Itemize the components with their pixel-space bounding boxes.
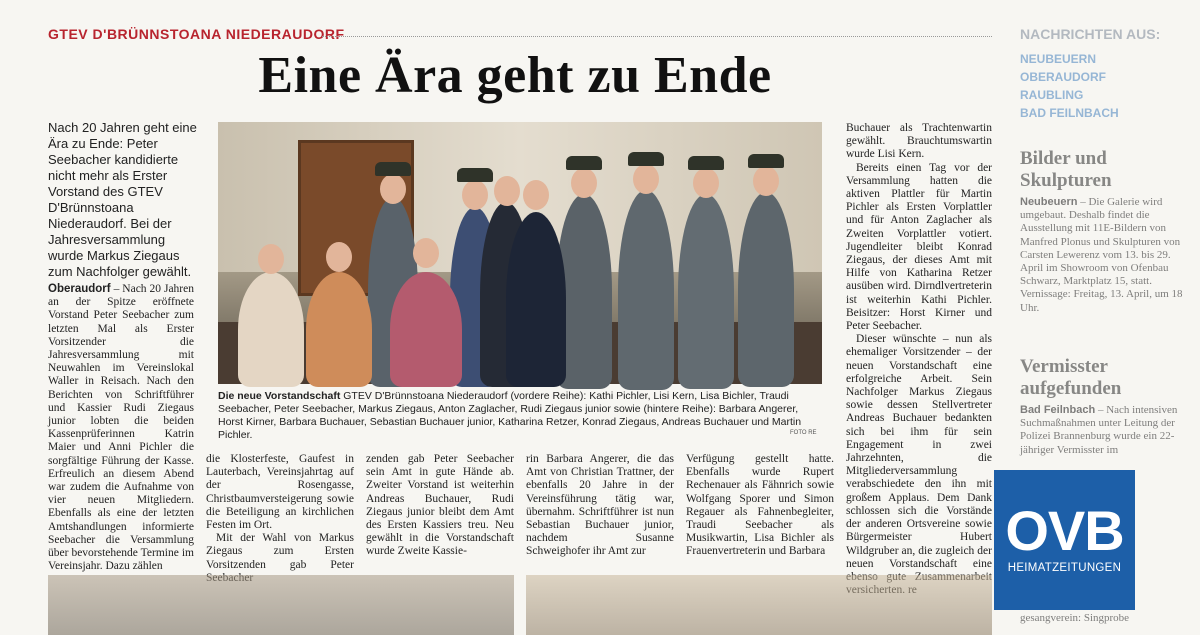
article-column-3: zenden gab Peter Seebacher sein Amt in gute Hände ab. Zweiter Vorstand ist weiterhin Andreas Buchauer, Rudi Ziegaus junior bleibt dem Amt des Ersten Kassiers treu. Neu gewählt in die Vorstandschaft wurde Zweite Kassie-	[366, 453, 514, 558]
sidebar-text-3: gesangverein: Singprobe	[1020, 612, 1130, 624]
photo-figure	[306, 272, 372, 387]
photo-caption	[218, 390, 822, 442]
photo-face	[693, 168, 719, 198]
photo-face	[523, 180, 549, 210]
sidebar-link-oberaudorf[interactable]: OBERAUDORF	[1020, 70, 1106, 84]
photo-credit: FOTO RE	[790, 430, 817, 436]
sidebar-text-1	[1020, 196, 1195, 315]
logo-subtitle: HEIMATZEITUNGEN	[1007, 562, 1122, 574]
caption-label: Die neue Vorstandschaft	[218, 390, 341, 402]
photo-face	[571, 168, 597, 198]
column-text: Buchauer als Trachtenwartin gewählt. Brauchtumswartin wurde Lisi Kern.	[846, 122, 992, 161]
photo-face	[462, 180, 488, 210]
sidebar-headline-1: Bilder und Skulpturen	[1020, 148, 1112, 191]
photo-face	[326, 242, 352, 272]
photo-figure	[390, 272, 462, 387]
next-article-photo-right	[526, 575, 992, 635]
sidebar-headline-2: Vermisster aufgefunden	[1020, 356, 1122, 399]
photo-face	[413, 238, 439, 268]
article-column-5: Verfügung gestellt hatte. Ebenfalls wurde Rupert Rechenauer als Fähnrich sowie Wolfgang Sporer und Simon Regauer als Fahnenbegleiter, Traudi Seebacher als Musikwartin, Lisa Bichler als Frauenvertreterin und Barbara	[686, 453, 834, 558]
column-text: Dieser wünschte – nun als ehemaliger Vorsitzender – der neuen Vorstandschaft eine erfolgreiche Arbeit. Sein Nachfolger Markus Ziegaus sowie dessen Stellvertreter Andreas Buchauer bedankten sich bei ihm für sein Engagement in zwei Jahrzehnten, die Mitgliederversammlung verabschiedete den ihn mit großem Applaus. Dem Dank schlossen sich die Vorstände der anderen Ortsvereine sowie Bürgermeister Hubert Wildgruber an, die zugleich der neuen Vorstandschaft eine	[846, 333, 992, 570]
ovb-logo[interactable]	[994, 470, 1135, 610]
sidebar-place-2: Bad Feilnbach	[1020, 404, 1096, 416]
sidebar-text-2	[1020, 404, 1195, 466]
sidebar-title: NACHRICHTEN AUS:	[1020, 26, 1161, 42]
photo-face	[380, 174, 406, 204]
photo-figure	[618, 190, 674, 390]
photo-figure	[238, 272, 304, 387]
photo-face	[633, 164, 659, 194]
article-column-4: rin Barbara Angerer, die das Amt von Christian Trattner, der ebenfalls 20 Jahre in der Vereinsführung tätig war, übernahm. Schriftführer ist nun Sebastian Buchauer junior, nachdem Susanne Schweighofer ihr Amt zur	[526, 453, 674, 558]
article-column-1	[48, 283, 194, 573]
sidebar-body-1: – Die Galerie wird umgebaut. Deshalb findet die Ausstellung mit 11E-Bildern von Manfred Plonus und Skulpturen von Carsten Lewerenz vom 13. bis 29. April im Showroom von Ofenbau Schwarz, Marktplatz 15, statt. Vernissage: Freitag, 13. April, um 18 Uhr.	[1020, 196, 1183, 314]
photo-hat	[748, 154, 784, 168]
next-article-photo-left	[48, 575, 514, 635]
photo-hat	[375, 162, 411, 176]
column-text: Bereits einen Tag vor der Versammlung hatten die aktiven Plattler für Martin Pichler als Ersten Vorplattler und für Anton Zaglacher als Zweiten Vorplattler votiert. Jugendleiter bleibt Konrad Ziegaus, der dieses Amt mit Hilfe von Katharina Retzer ausüben wird. Dirndlvertreterin ist weiterhin Kathi Pichler. Beisitzer: Horst Kirner und Peter Seebacher.	[846, 161, 992, 333]
photo-hat	[457, 168, 493, 182]
sidebar-link-neubeuern[interactable]: NEUBEUERN	[1020, 52, 1097, 66]
dateline: Oberaudorf	[48, 283, 111, 295]
column-text: – Nach 20 Jahren an der Spitze eröffnete Vorstand Peter Seebacher zum letzten Mal als Erster Vorsitzender die Jahresversammlung mit Neuwahlen im Vereinslokal Waller in Reisach. Nach den Berichten von Schriftführer und Kassier Rudi Ziegaus junior lobten die beiden Kassenprüferinnen Katrin Maier und Anni Pichler die sorgfältige Führung der Kasse. Erfreulich an diesem Abend war zudem die Aufnahme von vier neuen Mitgliedern. Ebenfalls als eine der letzten Amtshandlungen informierte Seebacher die Versammlung über bevorstehende Termine im Vereinsjahr. Dazu zählen	[48, 283, 194, 573]
group-photo	[218, 122, 822, 384]
sidebar-links	[1020, 50, 1119, 122]
article-kicker: GTEV D'BRÜNNSTOANA NIEDERAUDORF	[48, 26, 345, 42]
photo-hat	[566, 156, 602, 170]
column-text: die Klosterfeste, Gaufest in Lauterbach, Vereinsjahrtag auf der Rosengasse, Christbaumversteigerung sowie die Beteiligung an kirchlichen Festen im Ort.	[206, 453, 354, 532]
logo-wordmark: OVB	[1005, 499, 1124, 562]
photo-face	[753, 166, 779, 196]
photo-hat	[688, 156, 724, 170]
sidebar-place-1: Neubeuern	[1020, 196, 1078, 208]
photo-hat	[628, 152, 664, 166]
photo-face	[258, 244, 284, 274]
photo-figure	[738, 192, 794, 387]
photo-figure	[678, 194, 734, 389]
photo-figure	[506, 212, 566, 387]
sidebar-body-2: – Nach intensiven Suchmaßnahmen unter Leitung der Polizei Brannenburg wurde ein 22-jähriger Vermisster im	[1020, 404, 1178, 456]
caption-text: GTEV D'Brünnstoana Niederaudorf (vordere Reihe): Kathi Pichler, Lisi Kern, Lisa Bichler, Traudi Seebacher, Peter Seebacher, Markus Ziegaus, Anton Zaglacher, Rudi Ziegaus junior sowie (hintere Reihe): Barbara Angerer, Horst Kirner, Barbara Buchauer, Sebastian Buchauer junior, Katharina Retzer, Konrad Ziegaus, Andreas Buchauer und Martin Pichler.	[218, 390, 802, 441]
sidebar-link-raubling[interactable]: RAUBLING	[1020, 88, 1084, 102]
article-column-6	[846, 122, 992, 570]
kicker-rule	[322, 36, 992, 37]
article-column-2	[206, 453, 354, 571]
photo-face	[494, 176, 520, 206]
column-text: Mit der Wahl von Markus Ziegaus zum Ersten Vorsitzenden gab Peter	[206, 532, 354, 571]
article-headline: Eine Ära geht zu Ende	[258, 47, 772, 104]
article-lead: Nach 20 Jahren geht eine Ära zu Ende: Peter Seebacher kandidierte nicht mehr als Erster Vorstand des GTEV D'Brünnstoana Niederaudorf. Bei der Jahresversammlung wurde Markus Ziegaus zum Nachfolger gewählt.	[48, 120, 197, 279]
sidebar-link-bad-feilnbach[interactable]: BAD FEILNBACH	[1020, 106, 1119, 120]
